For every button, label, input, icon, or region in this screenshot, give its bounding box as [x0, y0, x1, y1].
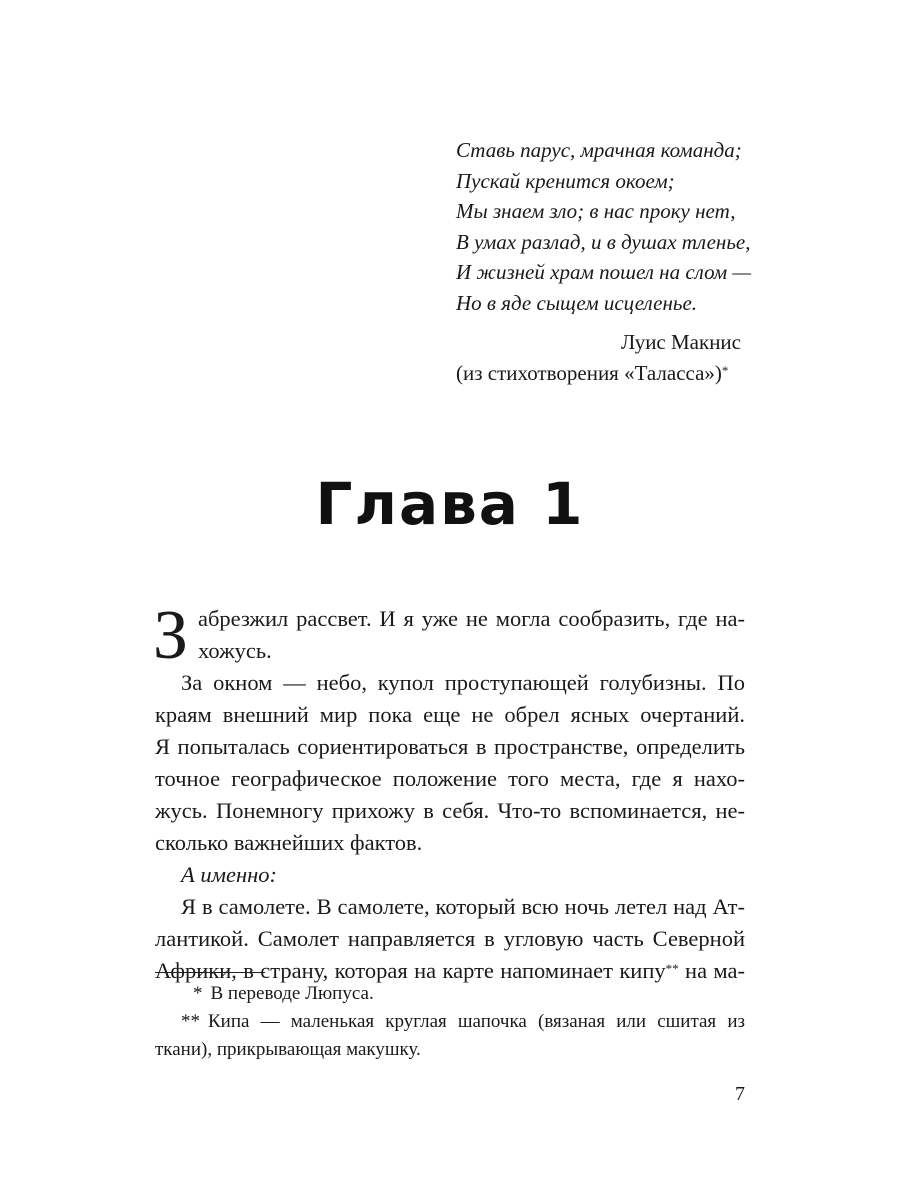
epigraph-author: Луис Макнис: [620, 330, 741, 354]
footnote-continuation: ткани), прикрывающая макушку.: [155, 1039, 421, 1060]
text-line: Я в самолете. В самолете, который всю ночь летел над Ат-: [181, 894, 745, 919]
footnote-divider: [155, 972, 265, 973]
footnote-text: Кипа — маленькая круглая шапочка (вязаная или сшитая из: [208, 1011, 745, 1032]
text-line: хожусь.: [198, 638, 272, 663]
footnote-text: В переводе Люпуса.: [210, 983, 374, 1004]
page-number: 7: [735, 1083, 745, 1105]
paragraph: А именно:: [181, 862, 278, 887]
epigraph-line: Мы знаем зло; в нас проку нет,: [456, 199, 736, 223]
epigraph-line: В умах разлад, и в душах тленье,: [456, 229, 751, 254]
epigraph-line: И жизней храм пошел на слом —: [456, 260, 752, 284]
text-line: Я попыталась сориентироваться в пространстве, определить: [155, 734, 745, 759]
text-fragment: Африки, в страну, которая на карте напоминает кипу: [155, 958, 666, 983]
text-line: За окном — небо, купол проступающей голубизны. По: [181, 670, 745, 695]
body-text: [153, 597, 745, 987]
epigraph-line: Но в яде сыщем исцеленье.: [456, 290, 698, 315]
epigraph: [456, 135, 786, 388]
paragraph: [153, 597, 745, 674]
text-fragment: на ма-: [678, 958, 745, 983]
text-line: лантикой. Самолет направляется в угловую часть Северной: [155, 926, 745, 951]
footnote: [155, 980, 745, 1008]
footnote-mark: *: [193, 983, 203, 1004]
footnotes: [155, 980, 745, 1064]
footnote: [155, 1008, 745, 1036]
epigraph-line: Ставь парус, мрачная команда;: [456, 138, 742, 162]
chapter-title: Глава 1: [315, 470, 585, 538]
text-line: краям внешний мир пока еще не обрел ясных очертаний.: [155, 702, 745, 727]
epigraph-source: (из стихотворения «Таласса»): [456, 360, 722, 385]
epigraph-source-line: [456, 358, 786, 389]
footnote-ref: **: [665, 961, 679, 976]
text-line: точное географическое положение того места, где я нахо-: [155, 766, 745, 791]
footnote-ref: *: [721, 362, 729, 378]
epigraph-line: Пускай кренится окоем;: [456, 168, 675, 193]
footnote-mark: **: [181, 1011, 200, 1032]
text-line: сколько важнейших фактов.: [155, 830, 423, 855]
text-line: жусь. Понемногу прихожу в себя. Что-то вспоминается, не-: [155, 798, 745, 823]
drop-cap: З: [153, 597, 189, 674]
paragraph: [155, 667, 745, 859]
text-line: абрезжил рассвет. И я уже не могла сообразить, где на-: [198, 606, 745, 631]
